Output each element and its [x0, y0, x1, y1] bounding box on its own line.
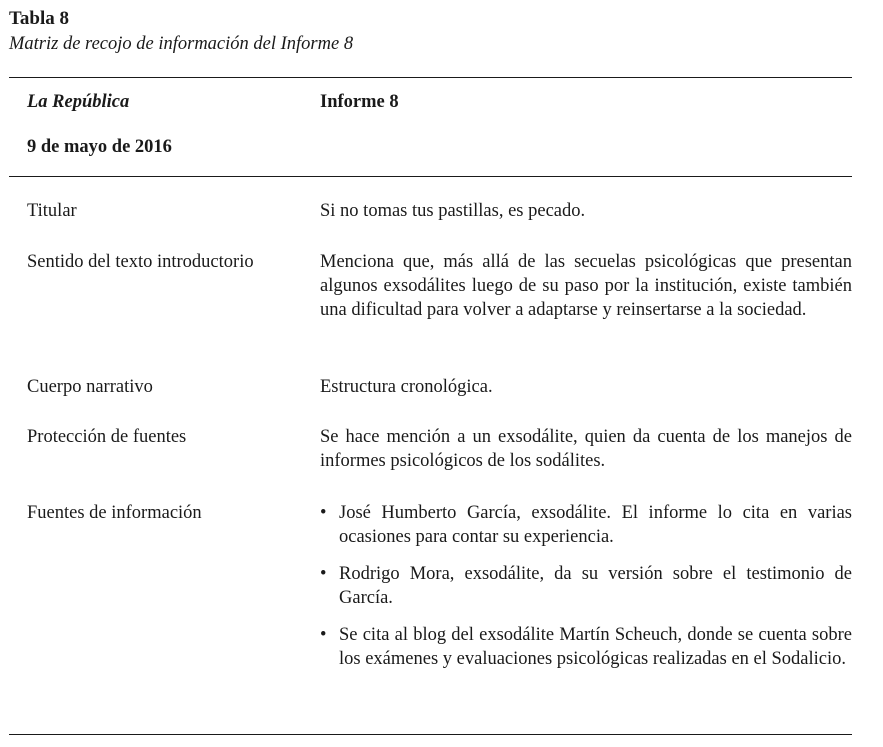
row-value-titular: Si no tomas tus pastillas, es pecado.: [320, 201, 586, 221]
source-item: • Se cita al blog del exsodálite Martín Scheuch, donde se cuenta sobre los exámenes y evaluaciones psicológicas realizadas en el Sodalicio.: [320, 623, 852, 671]
header-rule: [9, 176, 852, 177]
header-date: 9 de mayo de 2016: [27, 137, 172, 157]
source-item: • Rodrigo Mora, exsodálite, da su versión sobre el testimonio de García.: [320, 562, 852, 610]
row-value-protection: Se hace mención a un exsodálite, quien da cuenta de los manejos de informes psicológicos de los sodálites.: [320, 427, 852, 471]
row-value-body: Estructura cronológica.: [320, 377, 493, 397]
table-caption: Matriz de recojo de información del Informe 8: [9, 34, 354, 54]
row-label-protection: Protección de fuentes: [27, 427, 187, 447]
sources-list: [320, 501, 852, 671]
header-report: Informe 8: [320, 92, 399, 112]
bottom-rule: [9, 734, 852, 735]
row-label-titular: Titular: [27, 201, 77, 221]
row-label-sources: Fuentes de información: [27, 503, 202, 523]
top-rule: [9, 77, 852, 78]
table-number: Tabla 8: [9, 8, 70, 29]
header-newspaper: La República: [27, 92, 130, 112]
row-value-intro: Menciona que, más allá de las secuelas psicológicas que presentan algunos exsodálites luego de su paso por la institución, existe también una dificultad para volver a adaptarse y reinsertarse a la sociedad.: [320, 252, 852, 320]
row-label-intro: Sentido del texto introductorio: [27, 252, 254, 272]
row-label-body: Cuerpo narrativo: [27, 377, 153, 397]
source-item: • José Humberto García, exsodálite. El informe lo cita en varias ocasiones para contar su experiencia.: [320, 501, 852, 549]
